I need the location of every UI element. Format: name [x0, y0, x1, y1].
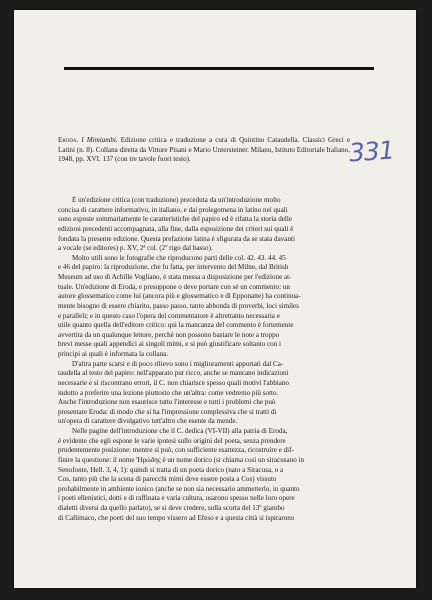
header-rule — [64, 67, 374, 70]
body-line: Museum ad uso di Achille Vogliano, è stata messa a disposizione per l'edizione at- — [58, 273, 292, 281]
body-line: i poeti ellenistici, dotti e di raffinata e varia cultura, usarono spesso nelle loro opere — [58, 494, 295, 503]
body-line: È un'edizione critica (con traduzione) preceduta da un'introduzione molto — [72, 196, 281, 204]
body-line: prudentemente posizione: mentre si può, con sufficiente esattezza, ricostruire e dif- — [58, 446, 294, 455]
body-line: dialetti diversi da quello parlato), se si deve credere, sulla scorta del 13º giambo — [58, 504, 285, 512]
body-line: edizioni precedenti accompagnata, alla fine, dalla esposizione dei criteri sui quali è — [58, 224, 294, 233]
body-line: Cos, tanto più che la scena di parecchi mimi deve essere posta a Cos) vissuto — [58, 475, 277, 484]
body-line: autore glossematico come lui (ancora più e glossematico e di Epponatte) ha continua- — [58, 292, 301, 301]
body-line: a vocale (se editores) p. XV, 2ª col. (2º rigo dal basso). — [58, 244, 213, 253]
body-line: indotto a preferire una lezione piuttosto che un'altra: come vedremo più sotto. — [58, 388, 279, 397]
body-line: Nelle pagine dell'introduzione che il C. dedica (VI-VII) alla patria di Eroda, — [72, 427, 288, 435]
body-line: finire la questione: il nome 'Ηρώδης è un nome dorico (si chiama così un siracusano in — [58, 455, 305, 464]
body-line: necessarie e si riscontrano errori, il C. non chiarisce spesso quali motivi l'abbiano — [58, 378, 289, 387]
document-page — [14, 10, 416, 588]
body-line: probabilmente in ambiente ionico (anche se non sia necessario ammetterlo, in quanto — [58, 484, 300, 493]
body-line: Molto utili sono le fotografie che riproducono parti delle col. 42. 43. 44. 45 — [72, 253, 286, 262]
body-line: fondata la presente edizione. Questa prefazione latina è sfigurata da se stata davanti — [58, 234, 295, 243]
body-line: sono esposte sommariamente le caratteristiche del papiro ed è rifatta la storia delle — [58, 215, 293, 224]
body-line: concisa di carattere informativo, in italiano, e dai prolegomena in latino nei quali — [58, 205, 288, 214]
body-line: taudella al testo del papiro: nell'apparato pur ricco, anche se mancano indicazioni — [58, 369, 289, 378]
body-line: mente bisogno di essere chiarito, passo passo, tanto abbonda di proverbi, loci similes — [58, 301, 299, 310]
body-line: è evidente che egli espone le varie ipotesi sullo origini del poeta, senza prendere — [58, 436, 286, 445]
body-line: di Callimaco, che poeti del suo tempo vissero ad Efeso e a questa città si ispirarono — [58, 513, 295, 522]
body-line: utile quanto quella dell'editore critico: qui la mancanza del commento è fortemente — [58, 321, 294, 330]
biblio-title: I Mimiambi. — [81, 136, 118, 144]
handwritten-page-number: 331 — [348, 135, 395, 168]
body-line: un'opera di carattere divulgativo tutt'altro che esente da mende. — [58, 417, 238, 426]
body-line: Anche l'introduzione non esaurisce tutto l'interesse e tutti i problemi che può — [58, 398, 276, 407]
body-line: avvertita da un qualunque lettore, perchè non possono bastare le note a troppo — [58, 330, 280, 339]
body-line: e paralleli; e in questo caso l'opera del commentatore è altrettanto necessaria e — [58, 311, 280, 320]
body-line: tuale. Un'edizione di Eroda, e presuppone o deve portare con sè un commento: un — [58, 282, 290, 291]
biblio-details: Edizione critica e traduzione a cura di Quintino Cataudella. Classici Greci e Latini (n. 8). Collana diretta da Vittore Pisani e Mario Untersteiner. Milano, Istituto Editoriale Italiano, 1948, pp. XVI. 137 (con tre tavole fuori testo). — [58, 136, 350, 164]
body-line: D'altra parte scarsi e di poco rilievo sono i miglioramenti apportati dal Ca- — [72, 359, 284, 368]
body-line: Senofonte, Hell. 3, 4, 1): quindi si tratta di un poeta dorico (nato a Siracusa, o a — [58, 465, 284, 474]
bibliographic-entry — [58, 136, 350, 165]
body-line: e 46 del papiro: la riproduzione, che fu fatta, per intervento del Milne, dal British — [58, 263, 289, 272]
body-line: brevi messe quali appendici ai singoli mimi, e si può giustificare soltanto con i — [58, 340, 282, 349]
biblio-author: Eroda. — [58, 136, 79, 144]
review-body — [58, 196, 380, 523]
body-line: presentare Eroda: di modo che si ha l'impressione complessiva che si tratti di — [58, 407, 277, 416]
body-line: principi ai quali è informata la collana. — [58, 350, 169, 358]
